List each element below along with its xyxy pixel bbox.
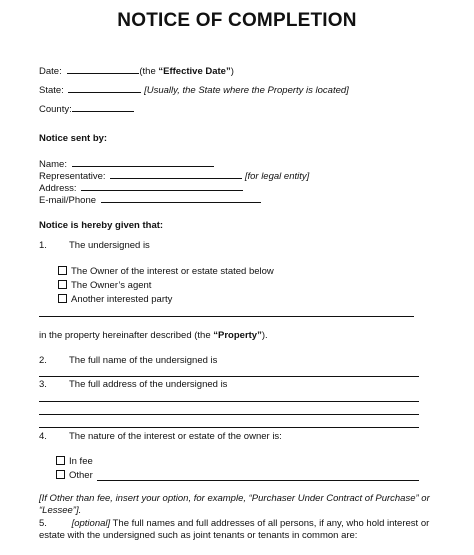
item-1-text: The undersigned is (69, 240, 150, 251)
item-4-text: The nature of the interest or estate of the owner is: (69, 431, 282, 442)
item-3-line-2[interactable] (39, 414, 419, 415)
county-field[interactable] (72, 102, 134, 112)
option-fee-label: In fee (69, 456, 93, 467)
notice-heading: Notice is hereby given that: (39, 220, 164, 231)
representative-note: [for legal entity] (244, 171, 310, 182)
state-field[interactable] (68, 83, 141, 93)
item-3 (39, 379, 227, 391)
state-label: State: (39, 85, 64, 96)
item-1-number: 1. (39, 240, 47, 251)
item-4-number: 4. (39, 431, 47, 442)
date-row (39, 64, 234, 78)
owner-checkbox[interactable] (58, 266, 67, 275)
email-row (39, 193, 261, 207)
option-other-party[interactable] (58, 294, 172, 306)
item-3-line-1[interactable] (39, 401, 419, 402)
county-row (39, 102, 134, 116)
option-other-party-label: Another interested party (71, 294, 173, 305)
state-row (39, 83, 349, 97)
email-field[interactable] (101, 193, 261, 203)
document-title: NOTICE OF COMPLETION (117, 10, 357, 31)
item-5-text: The full names and full addresses of all persons, if any, who hold interest or estate with the undersigned such as joint tenants or tenants in common are: (39, 518, 430, 541)
date-label: Date: (39, 66, 62, 77)
item-3-number: 3. (39, 379, 47, 390)
item-1 (39, 240, 150, 252)
item-3-line-3[interactable] (39, 427, 419, 428)
address-label: Address: (39, 183, 77, 194)
item-5 (39, 518, 439, 542)
date-suffix-close: ) (230, 66, 234, 77)
property-row (39, 330, 268, 342)
option-owner[interactable] (58, 266, 274, 278)
option-fee[interactable] (56, 456, 93, 468)
option-other[interactable] (56, 470, 93, 482)
other-note: [If Other than fee, insert your option, for example, “Purchaser Under Contract of Purchase” or “Lessee”]. (39, 493, 430, 516)
state-note: [Usually, the State where the Property is located] (144, 85, 349, 96)
name-field[interactable] (72, 157, 214, 167)
date-suffix-open: (the (139, 66, 159, 77)
item-5-number: 5. (39, 518, 47, 529)
option-owner-label: The Owner of the interest or estate stated below (71, 266, 274, 277)
item-5-optional: [optional] (71, 518, 111, 529)
representative-label: Representative: (39, 171, 106, 182)
item-2-text: The full name of the undersigned is (69, 355, 218, 366)
option-agent[interactable] (58, 280, 151, 292)
item-2-line[interactable] (39, 376, 419, 377)
agent-checkbox[interactable] (58, 280, 67, 289)
item-3-text: The full address of the undersigned is (69, 379, 228, 390)
other-party-checkbox[interactable] (58, 294, 67, 303)
date-field[interactable] (67, 64, 139, 74)
effective-date-term: “Effective Date” (158, 66, 231, 77)
representative-field[interactable] (110, 169, 242, 179)
property-text-start: in the property hereinafter described (the (39, 330, 214, 341)
option-other-label: Other (69, 470, 93, 481)
property-description-line[interactable] (39, 316, 414, 317)
option-agent-label: The Owner’s agent (71, 280, 152, 291)
item-4 (39, 431, 282, 443)
name-label: Name: (39, 159, 67, 170)
property-term: “Property” (213, 330, 262, 341)
sent-by-heading: Notice sent by: (39, 133, 108, 144)
fee-checkbox[interactable] (56, 456, 65, 465)
other-field-line[interactable] (97, 480, 419, 481)
item-2-number: 2. (39, 355, 47, 366)
county-label: County: (39, 104, 72, 115)
item-2 (39, 355, 217, 367)
other-checkbox[interactable] (56, 470, 65, 479)
property-text-end: ). (261, 330, 268, 341)
address-field[interactable] (81, 181, 243, 191)
email-label: E-mail/Phone (39, 195, 97, 206)
